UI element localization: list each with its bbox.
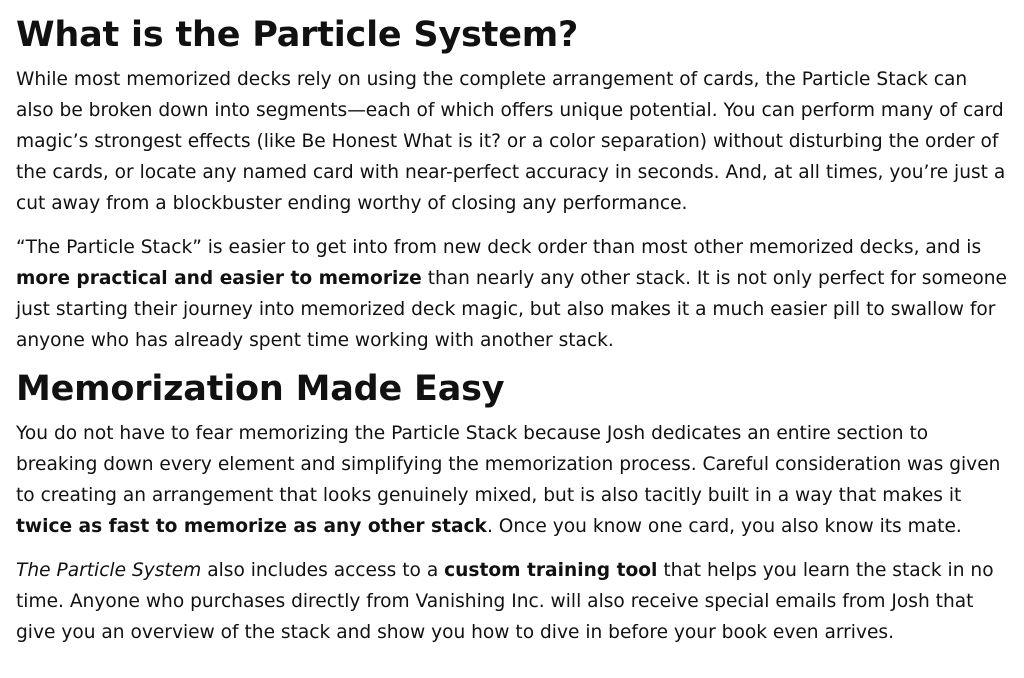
- emphasis-custom-training-tool: custom training tool: [444, 560, 658, 581]
- paragraph-text: also includes access to a: [201, 560, 445, 581]
- paragraph-text: that helps you learn the stack in no time. Anyone who purchases directly from Vanishing Inc. will also receive special emails from Josh that give you an overview of the stack and show you how to dive in before your book even arrives.: [16, 560, 994, 643]
- paragraph-text: “The Particle Stack” is easier to get into from new deck order than most other memorized decks, and is: [16, 237, 982, 258]
- emphasis-practical-easier: more practical and easier to memorize: [16, 268, 422, 289]
- paragraph-text: You do not have to fear memorizing the Particle Stack because Josh dedicates an entire section to breaking down every element and simplifying the memorization process. Careful consideration was given to creating an arrangement that looks genuinely mixed, but is also tacitly built in a way that makes it: [16, 423, 1001, 506]
- paragraph-particle-stack-practical: [16, 232, 1010, 356]
- paragraph-text: . Once you know one card, you also know its mate.: [486, 516, 962, 537]
- paragraph-text: than nearly any other stack. It is not only perfect for someone just starting their journey into memorized deck magic, but also makes it a much easier pill to swallow for anyone who has already spent time working with another stack.: [16, 268, 1007, 351]
- section-heading-memorization: Memorization Made Easy: [16, 369, 505, 409]
- paragraph-memorization-details: [16, 418, 1010, 542]
- paragraph-training-tool: [16, 555, 1010, 648]
- book-title-italic: The Particle System: [16, 560, 202, 581]
- section-heading-particle-system: What is the Particle System?: [16, 15, 579, 55]
- emphasis-twice-as-fast: twice as fast to memorize as any other stack: [16, 516, 487, 537]
- paragraph-particle-system-intro: While most memorized decks rely on using the complete arrangement of cards, the Particle Stack can also be broken down into segments—each of which offers unique potential. You can perform many of card magic’s strongest effects (like Be Honest What is it? or a color separation) without disturbing the order of the cards, or locate any named card with near-perfect accuracy in seconds. And, at all times, you’re just a cut away from a blockbuster ending worthy of closing any performance.: [16, 69, 1006, 214]
